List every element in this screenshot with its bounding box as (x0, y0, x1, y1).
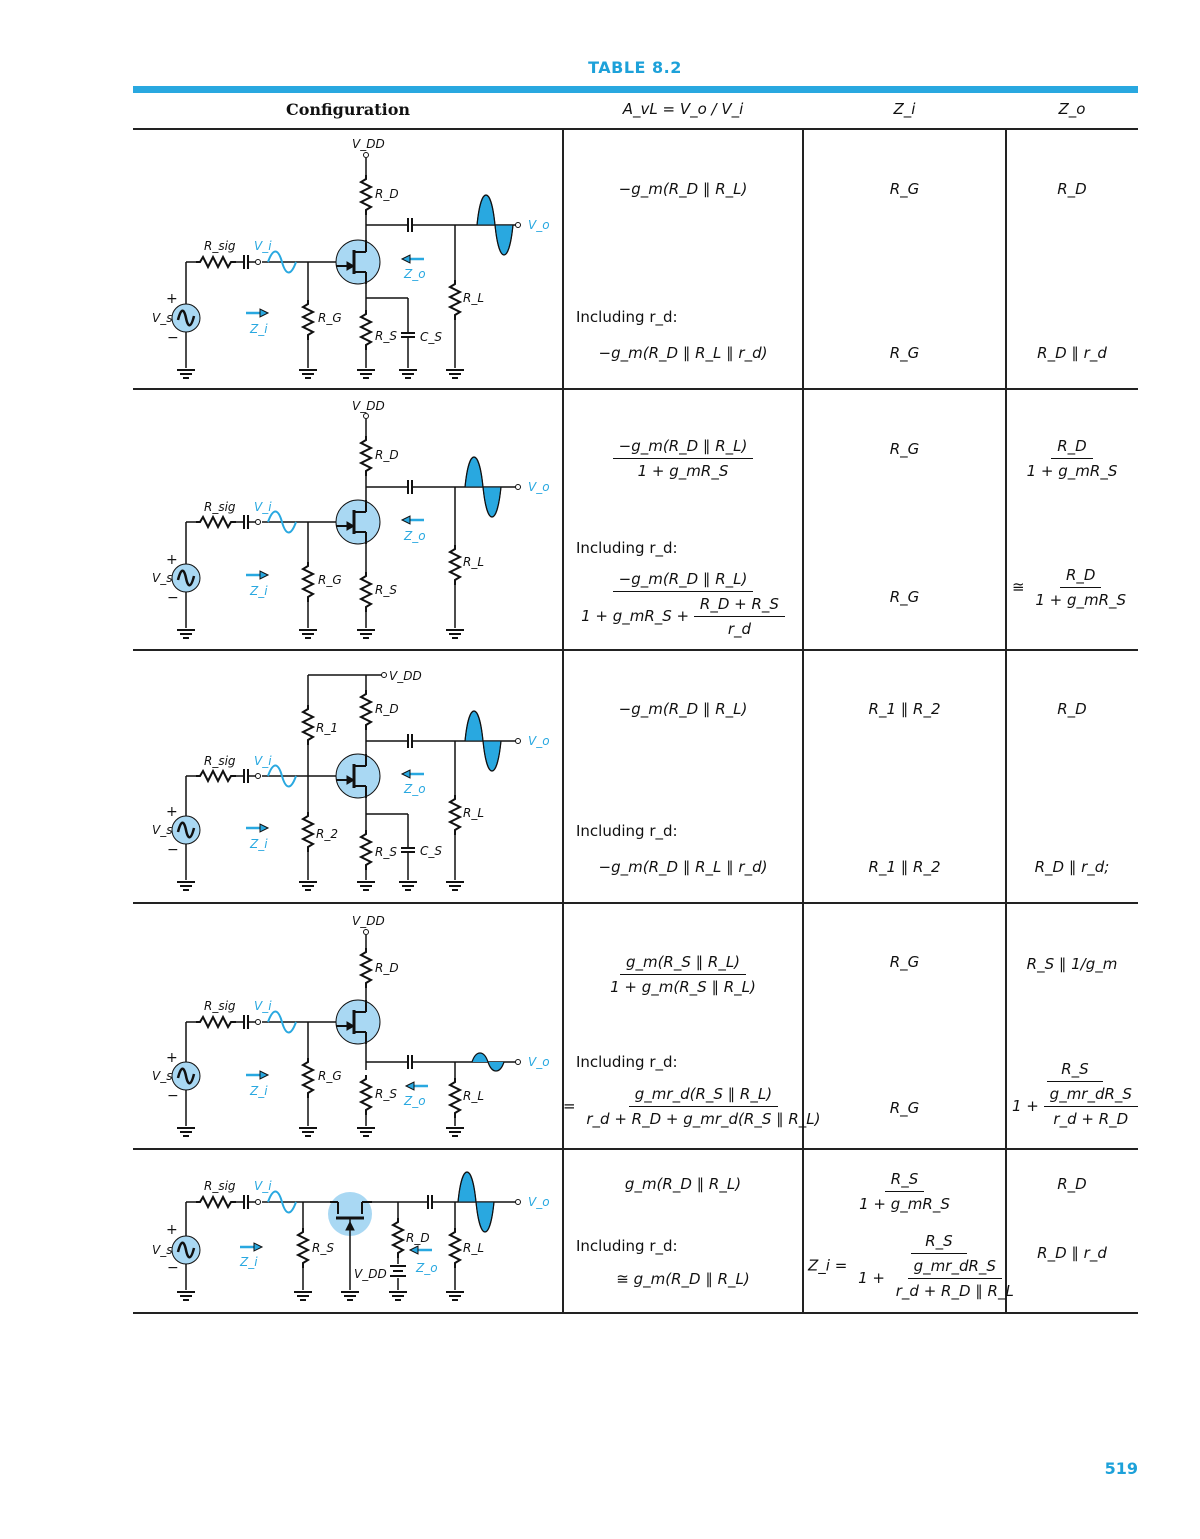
label-rs: R_S (375, 329, 397, 343)
label-rsig: R_sig (204, 999, 236, 1013)
row5-gain: g_m(R_D ∥ R_L) (624, 1175, 742, 1193)
label-rd: R_D (375, 448, 399, 462)
header-gain: A_vL = V_o / V_i (622, 100, 744, 118)
circuit-row3 (172, 673, 521, 891)
label-rd: R_D (375, 961, 399, 975)
label-vs: V_s (152, 571, 173, 585)
row3-zi: R_1 ∥ R_2 (868, 700, 941, 718)
label-vi: V_i (254, 999, 272, 1013)
label-rl: R_L (463, 1241, 485, 1255)
row4-zi-rd: R_G (889, 1099, 920, 1117)
row3-zi-rd: R_1 ∥ R_2 (868, 858, 941, 876)
row1-gain-rd: −g_m(R_D ∥ R_L ∥ r_d) (598, 344, 768, 362)
label-rs: R_S (375, 845, 397, 859)
label-rl: R_L (463, 291, 485, 305)
row1-zo: R_D (1057, 180, 1087, 198)
label-rl: R_L (463, 1089, 485, 1103)
label-rl: R_L (463, 555, 485, 569)
minus-sign: − (167, 842, 179, 858)
label-rs: R_S (312, 1241, 334, 1255)
label-zi: Z_i (250, 322, 268, 336)
row4-including-rd: Including r_d: (576, 1053, 678, 1071)
row4-gain-rd: = $\frac{g\_mr\_d(R\_S \parallel R\_L)}{r\_d + R\_D + g\_mr\_d(R\_S \parallel R\_L)}$ (563, 1085, 821, 1128)
label-rg: R_G (318, 1069, 342, 1083)
label-rl: R_L (463, 806, 485, 820)
label-zi: Z_i (240, 1255, 258, 1269)
label-zi: Z_i (250, 1084, 268, 1098)
label-vo: V_o (528, 1195, 550, 1209)
label-cs: C_S (420, 844, 442, 858)
circuit-row2 (172, 414, 521, 639)
row2-zi: R_G (889, 440, 920, 458)
label-vo: V_o (528, 218, 550, 232)
label-rsig: R_sig (204, 1179, 236, 1193)
row4-zo: R_S ∥ 1/g_m (1026, 955, 1118, 973)
minus-sign: − (167, 590, 179, 606)
label-vo: V_o (528, 480, 550, 494)
circuit-row4 (172, 930, 521, 1137)
label-cs: C_S (420, 330, 442, 344)
label-zo: Z_o (404, 529, 426, 543)
row2-zo: $\frac{R\_D}{1 + g\_mR\_S}$ (1026, 437, 1118, 480)
row3-gain: −g_m(R_D ∥ R_L) (618, 700, 748, 718)
circuit-row1 (172, 153, 521, 379)
row2-zo-rd: ≅ $\frac{R\_D}{1 + g\_mR\_S}$ (1011, 566, 1127, 609)
table-title: TABLE 8.2 (588, 58, 682, 77)
row5-zo: R_D (1057, 1175, 1087, 1193)
label-rsig: R_sig (204, 754, 236, 768)
minus-sign: − (167, 1260, 179, 1276)
row1-gain: −g_m(R_D ∥ R_L) (618, 180, 748, 198)
label-rs: R_S (375, 583, 397, 597)
row4-zi: R_G (889, 953, 920, 971)
label-zo: Z_o (404, 1094, 426, 1108)
label-vs: V_s (152, 311, 173, 325)
label-r2: R_2 (316, 827, 338, 841)
row5-gain-rd: ≅ g_m(R_D ∥ R_L) (616, 1270, 750, 1288)
plus-sign: + (166, 1222, 178, 1238)
header-configuration: Configuration (285, 100, 411, 119)
header-zi: Z_i (893, 100, 916, 118)
row2-gain: $\frac{-g\_m(R\_D \parallel R\_L)}{1 + g\_mR\_S}$ (563, 437, 803, 480)
label-vdd: V_DD (352, 137, 385, 151)
label-vi: V_i (254, 500, 272, 514)
label-vo: V_o (528, 734, 550, 748)
label-zi: Z_i (250, 584, 268, 598)
row2-zi-rd: R_G (889, 588, 920, 606)
row2-including-rd: Including r_d: (576, 539, 678, 557)
row3-zo: R_D (1057, 700, 1087, 718)
row1-including-rd: Including r_d: (576, 308, 678, 326)
row4-zo-rd: R_S 1 + $\frac{g\_mr\_dR\_S}{r\_d + R\_D}$ (1006, 1060, 1138, 1128)
label-rg: R_G (318, 573, 342, 587)
header-zo: Z_o (1058, 100, 1086, 118)
plus-sign: + (166, 291, 178, 307)
row1-zi-rd: R_G (889, 344, 920, 362)
label-vo: V_o (528, 1055, 550, 1069)
label-vdd: V_DD (352, 914, 385, 928)
label-rd: R_D (406, 1231, 430, 1245)
label-zo: Z_o (416, 1261, 438, 1275)
page-number: 519 (1104, 1459, 1138, 1478)
label-zo: Z_o (404, 267, 426, 281)
label-vs: V_s (152, 1069, 173, 1083)
plus-sign: + (166, 552, 178, 568)
label-zi: Z_i (250, 837, 268, 851)
label-zo: Z_o (404, 782, 426, 796)
row5-zi: $\frac{R\_S}{1 + g\_mR\_S}$ (859, 1170, 950, 1213)
row3-gain-rd: −g_m(R_D ∥ R_L ∥ r_d) (598, 858, 768, 876)
row5-zi-rd: Z_i = R_S 1 + $\frac{g\_mr\_dR\_S}{r\_d + R\_D \parallel R\_L}$ (808, 1232, 1014, 1300)
label-vi: V_i (254, 239, 272, 253)
row1-zi: R_G (889, 180, 920, 198)
label-rg: R_G (318, 311, 342, 325)
row2-gain-rd: −g_m(R_D ∥ R_L) 1 + g_mR_S + $\frac{R\_D + R\_S}{r\_d}$ (563, 570, 803, 638)
label-rsig: R_sig (204, 500, 236, 514)
row5-including-rd: Including r_d: (576, 1237, 678, 1255)
plus-sign: + (166, 1050, 178, 1066)
row3-including-rd: Including r_d: (576, 822, 678, 840)
label-rd: R_D (375, 187, 399, 201)
label-vi: V_i (254, 1179, 272, 1193)
label-vdd: V_DD (352, 399, 385, 413)
minus-sign: − (167, 330, 179, 346)
label-rs: R_S (375, 1087, 397, 1101)
label-vdd: V_DD (354, 1267, 387, 1281)
row3-zo-rd: R_D ∥ r_d; (1034, 858, 1110, 876)
minus-sign: − (167, 1088, 179, 1104)
label-vs: V_s (152, 1243, 173, 1257)
label-rsig: R_sig (204, 239, 236, 253)
row4-gain: $\frac{g\_m(R\_S \parallel R\_L)}{1 + g\_m(R\_S \parallel R\_L)}$ (610, 953, 756, 996)
label-vdd: V_DD (389, 669, 422, 683)
label-vs: V_s (152, 823, 173, 837)
label-vi: V_i (254, 754, 272, 768)
label-r1: R_1 (316, 721, 338, 735)
plus-sign: + (166, 804, 178, 820)
label-rd: R_D (375, 702, 399, 716)
row1-zo-rd: R_D ∥ r_d (1037, 344, 1107, 362)
row5-zo-rd: R_D ∥ r_d (1037, 1244, 1107, 1262)
